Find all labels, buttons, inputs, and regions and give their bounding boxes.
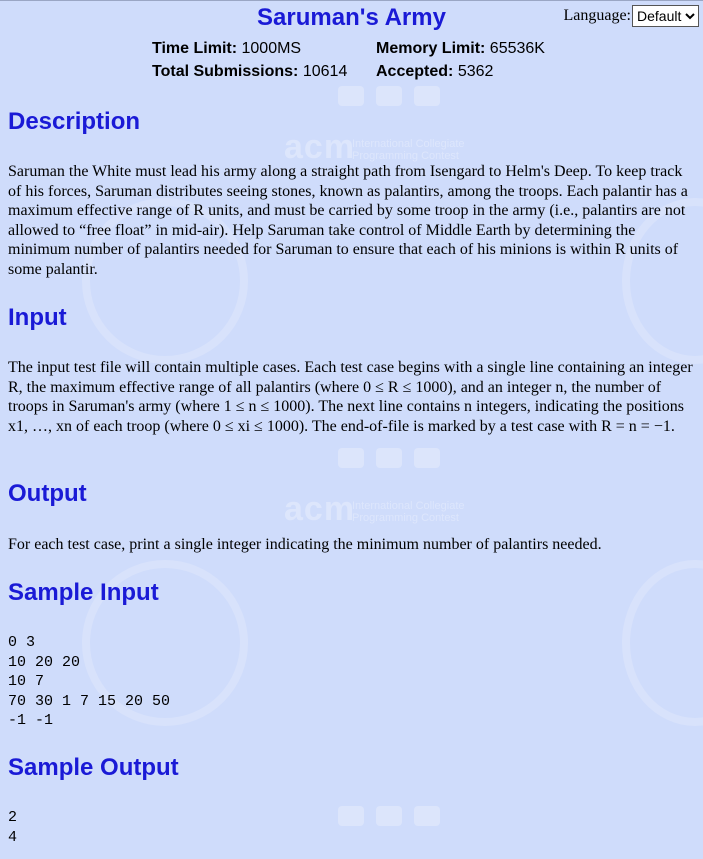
watermark-logo-box [376, 448, 402, 468]
time-limit-label: Time Limit: [152, 40, 238, 57]
watermark-logo-box [414, 86, 440, 106]
watermark-logo-box [376, 86, 402, 106]
watermark-seal-right-2 [622, 560, 703, 726]
accepted-label: Accepted: [376, 63, 454, 80]
watermark-logo-box [414, 806, 440, 826]
watermark-contest-line2: Programming Contest [352, 512, 459, 524]
description-text: Saruman the White must lead his army along a straight path from Isengard to Helm's Deep. To keep track of his forces, Saruman distributes seeing stones, known as palantirs, among the troops. Each palantir has a maximum effective range of R units, and must be carried by some troop in the army (i.e., palantirs are not allowed to “free float” in mid-air). Help Saruman take control of Middle Earth by determining the minimum number of palantirs needed for Saruman to ensure that each of his minions is within R units of some palantir. [8, 163, 688, 278]
input-text: The input test file will contain multiple cases. Each test case begins with a single line containing an integer R, the maximum effective range of all palantirs (where 0 ≤ R ≤ 1000), and an integer n, the number of troops in Saruman's army (where 1 ≤ n ≤ 1000). The next line contains n integers, indicating the positions x1, …, xn of each troop (where 0 ≤ xi ≤ 1000). The end-of-file is marked by a test case with R = n = −1. [8, 359, 693, 435]
problem-title: Saruman's Army [257, 4, 446, 31]
watermark-logo-box [338, 806, 364, 826]
output-heading: Output [8, 480, 87, 507]
sample-input-heading: Sample Input [8, 579, 159, 606]
accepted-value: 5362 [457, 63, 494, 80]
memory-limit-label: Memory Limit: [376, 40, 486, 57]
watermark-logo-box [338, 86, 364, 106]
submissions-label: Total Submissions: [152, 63, 299, 80]
watermark-contest-line1: International Collegiate [352, 138, 465, 150]
memory-limit-value: 65536K [489, 40, 545, 57]
top-border [0, 0, 703, 1]
watermark-acm: acm [284, 128, 356, 166]
language-select[interactable] [632, 5, 699, 27]
watermark-logo-box [414, 448, 440, 468]
language-label: Language: [563, 7, 631, 24]
submissions-value: 10614 [302, 63, 348, 80]
problem-stats [152, 37, 545, 83]
watermark-logo-box [338, 448, 364, 468]
sample-output-block: 2 4 [8, 809, 18, 846]
watermark-logo-box [376, 806, 402, 826]
language-selector [563, 5, 699, 27]
input-heading: Input [8, 304, 67, 331]
sample-output-heading: Sample Output [8, 754, 179, 781]
output-text: For each test case, print a single integer indicating the minimum number of palantirs needed. [8, 536, 602, 553]
watermark-acm: acm [284, 490, 356, 528]
description-heading: Description [8, 108, 141, 135]
time-limit-value: 1000MS [241, 40, 302, 57]
watermark-contest-line1: International Collegiate [352, 500, 465, 512]
sample-input-block: 0 3 10 20 20 10 7 70 30 1 7 15 20 50 -1 -1 [8, 634, 171, 729]
watermark-contest-line2: Programming Contest [352, 150, 459, 162]
